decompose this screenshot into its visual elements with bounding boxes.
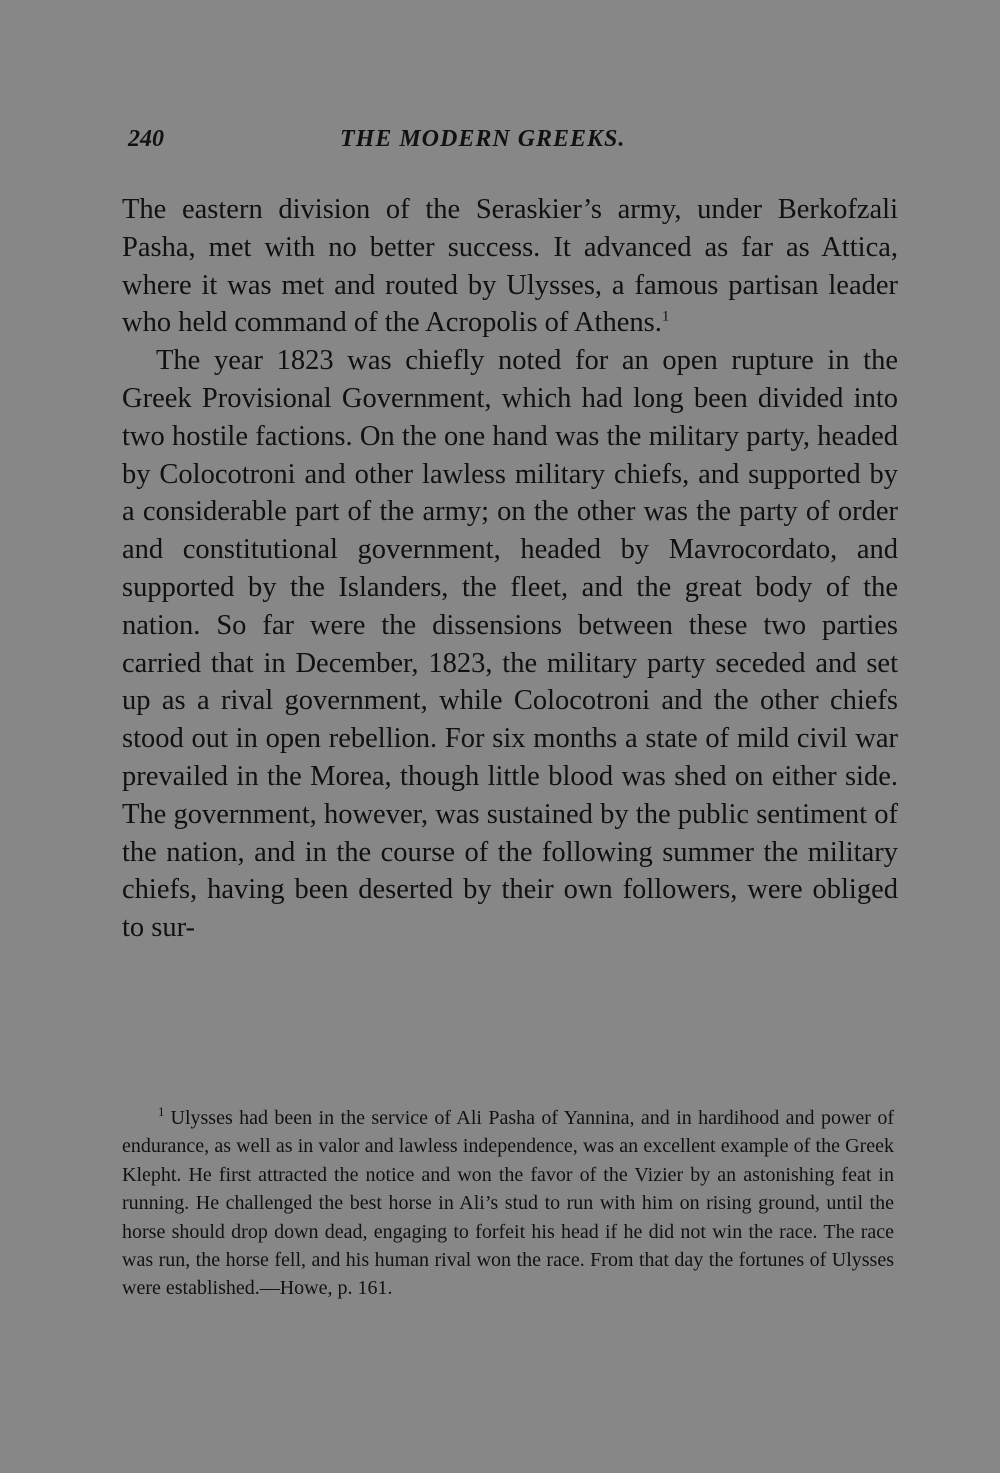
footnote-reference: 1: [661, 308, 670, 325]
footnote-text: Ulysses had been in the service of Ali Pasha of Yannina, and in hardihood and power of endurance, as well as in valor and lawless independence, was an excellent example of the Greek Klepht. He first attracted the notice and won the favor of the Vizier by an astonishing feat in running. He challenged the best horse in Ali’s stud to run with him on rising ground, until the horse should drop down dead, engaging to forfeit his head if he did not win the race. The race was run, the horse fell, and his human rival won the race. From that day the fortunes of Ulysses were established.—Howe, p. 161.: [122, 1107, 894, 1300]
footnote-paragraph: [122, 1104, 894, 1303]
footnote: [122, 1104, 894, 1303]
paragraph-1-text: The eastern division of the Seraskier’s army, under Berkofzali Pasha, met with no better success. It advanced as far as Attica, where it was met and routed by Ulysses, a famous partisan leader who held command of the Acropolis of Athens.: [122, 194, 898, 339]
paragraph-1: [122, 191, 898, 342]
footnote-mark: 1: [158, 1104, 165, 1120]
paragraph-2: The year 1823 was chiefly noted for an open rupture in the Greek Provisional Government, which had long been divided into two hostile factions. On the one hand was the military party, headed by Colocotroni and other lawless military chiefs, and supported by a considerable part of the army; on the other was the party of order and constitutional government, headed by Mavrocordato, and supported by the Islanders, the fleet, and the great body of the nation. So far were the dissensions between these two parties carried that in December, 1823, the military party seceded and set up as a rival government, while Colocotroni and the other chiefs stood out in open rebellion. For six months a state of mild civil war prevailed in the Morea, though little blood was shed on either side. The government, however, was sustained by the public sentiment of the nation, and in the course of the following summer the military chiefs, having been deserted by their own followers, were obliged to sur-: [122, 345, 898, 944]
running-title: THE MODERN GREEKS.: [340, 126, 626, 152]
page-number: 240: [128, 126, 164, 152]
running-head: [128, 120, 898, 160]
body-text: [122, 191, 898, 947]
